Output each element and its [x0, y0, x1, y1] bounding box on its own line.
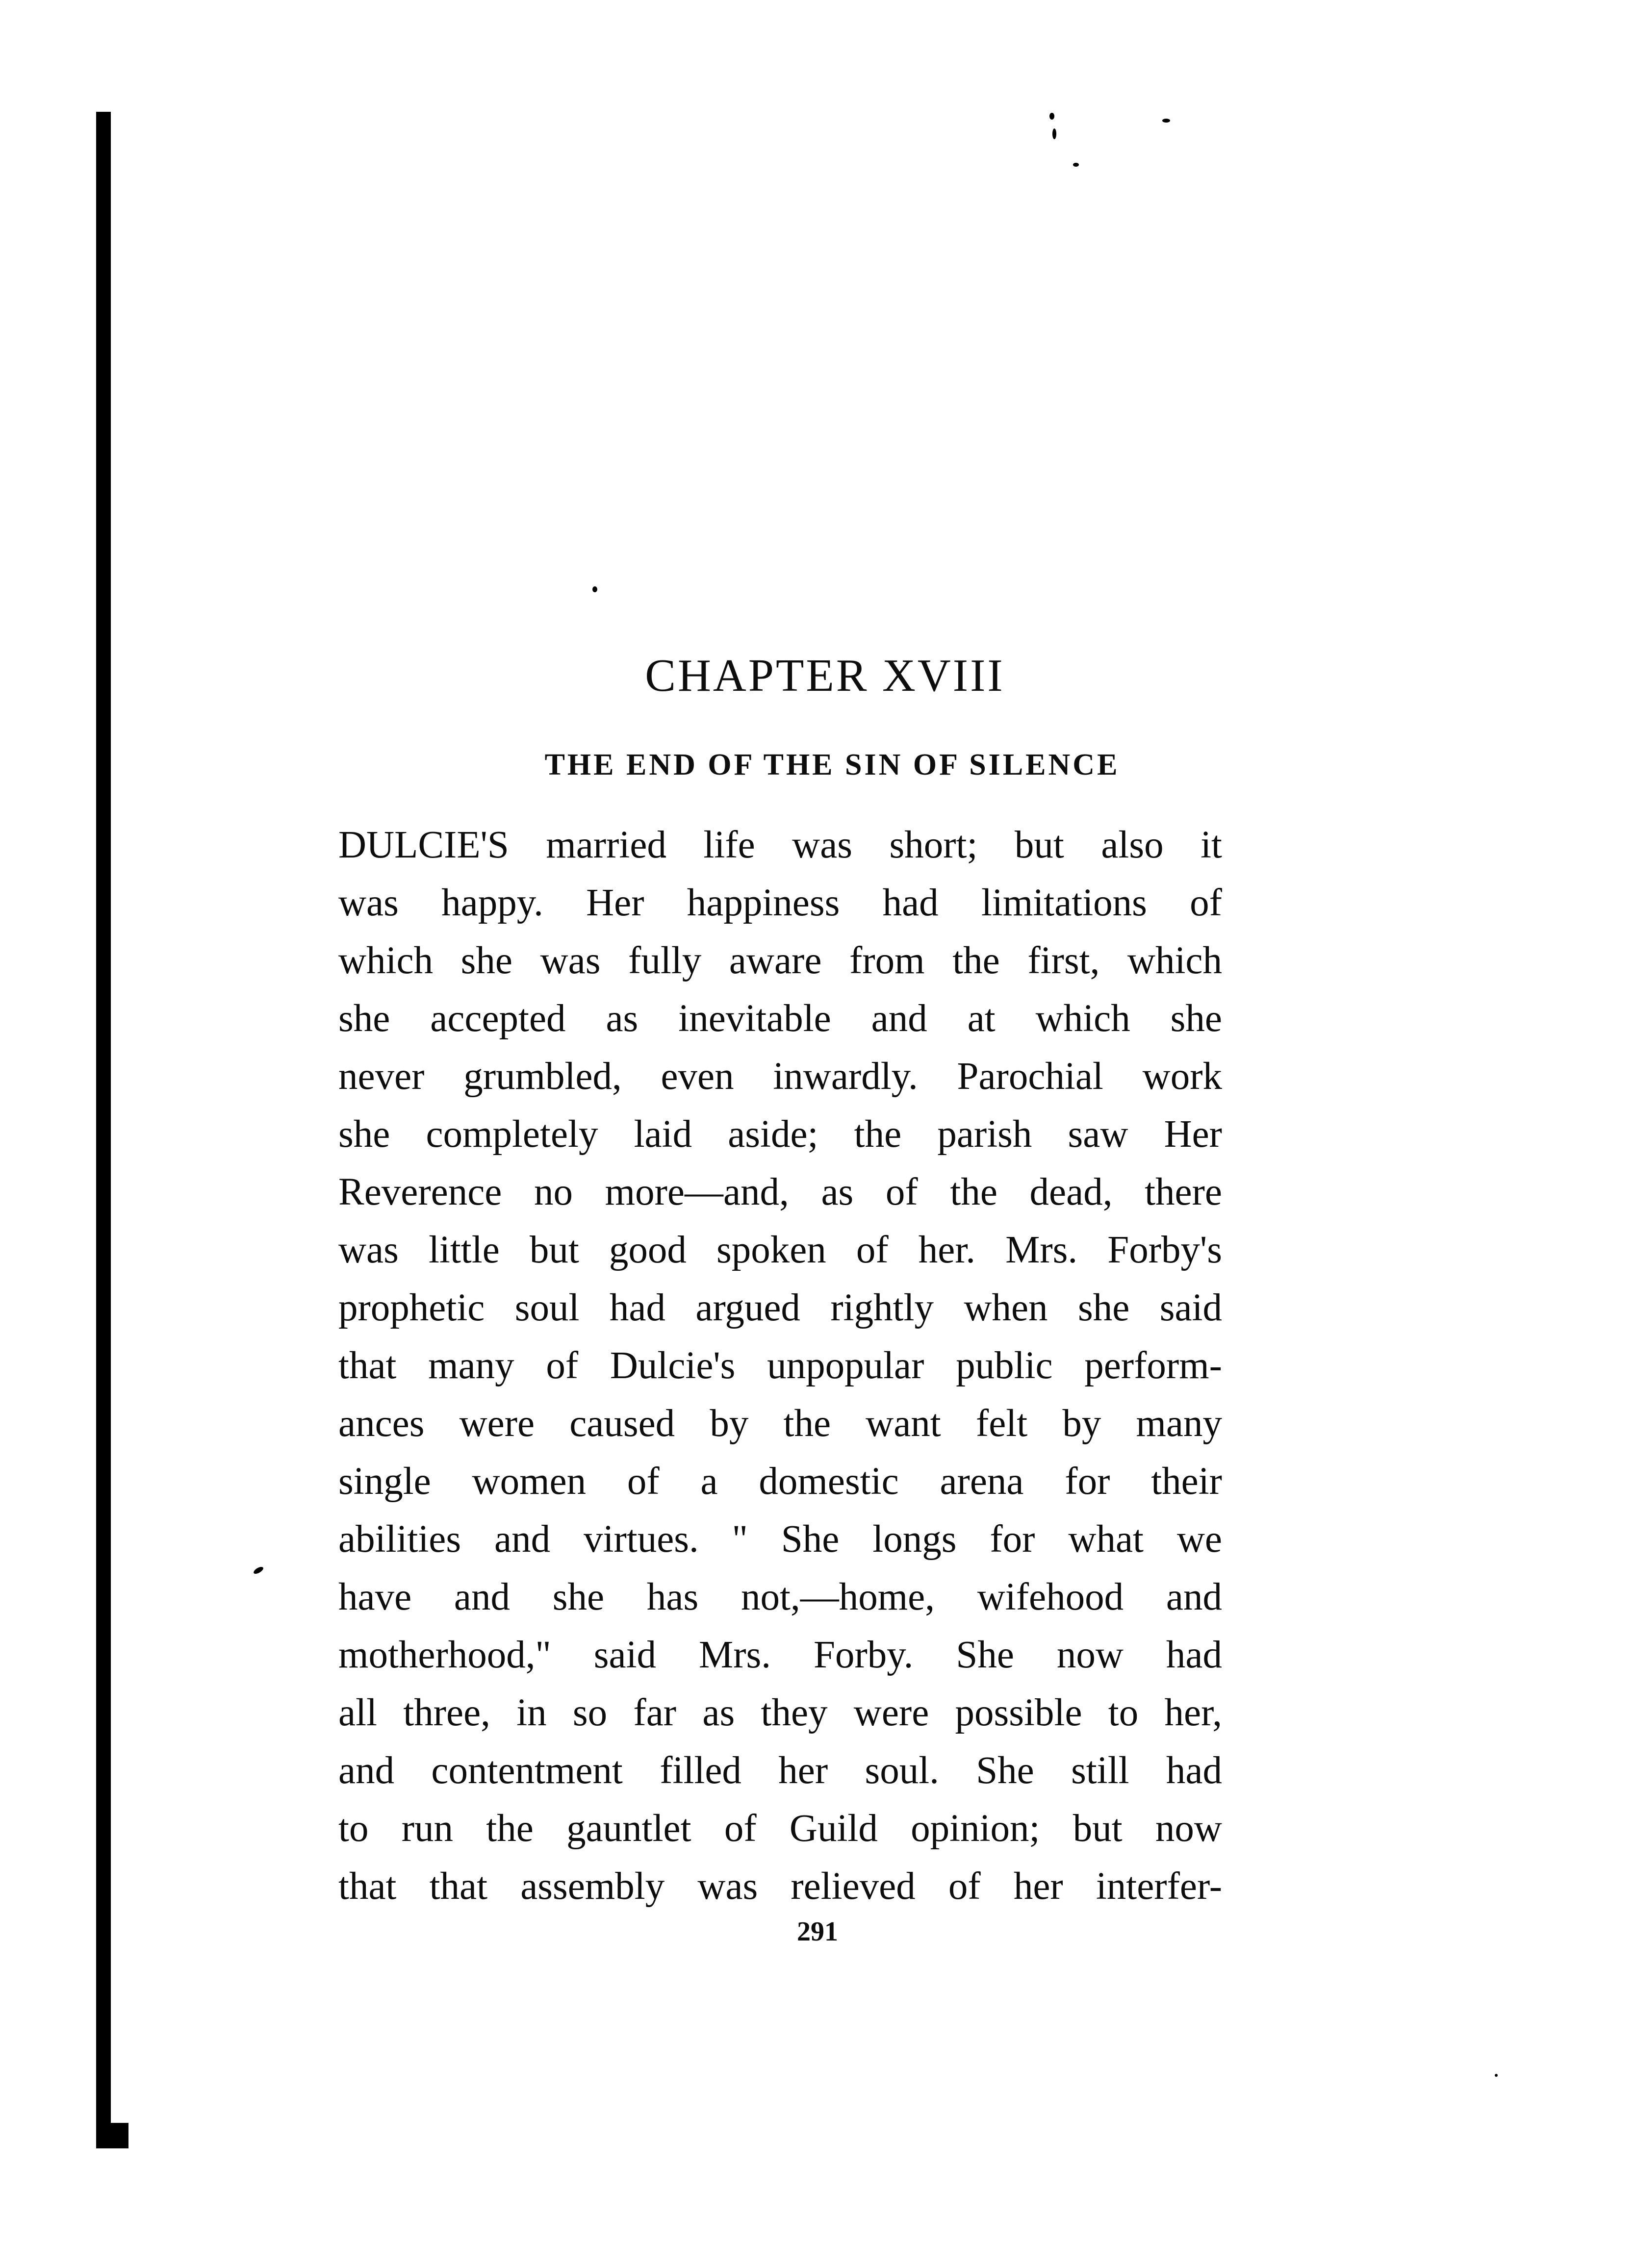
scan-speck [1162, 119, 1170, 123]
chapter-heading: CHAPTER XVIII [645, 650, 1005, 701]
binding-edge [96, 112, 111, 2148]
text-line: which she was fully aware from the first, which [338, 939, 1222, 982]
chapter-subtitle: THE END OF THE SIN OF SILENCE [544, 748, 1120, 781]
text-line: never grumbled, even inwardly. Parochial work [338, 1055, 1222, 1098]
text-line: she accepted as inevitable and at which she [338, 997, 1222, 1040]
scan-speck [1073, 163, 1079, 167]
page-number: 291 [797, 1916, 838, 1947]
body-text [338, 816, 1222, 1915]
text-line: have and she has not,—home, wifehood and [338, 1576, 1222, 1618]
text-line: to run the gauntlet of Guild opinion; but now [338, 1807, 1222, 1850]
scan-speck [592, 586, 597, 592]
text-line: single women of a domestic arena for their [338, 1460, 1222, 1503]
text-line: she completely laid aside; the parish saw Her [338, 1113, 1222, 1156]
text-line: was happy. Her happiness had limitations of [338, 882, 1222, 924]
binding-edge-foot [96, 2123, 128, 2148]
scan-speck [1049, 113, 1054, 120]
scan-speck [1052, 128, 1056, 139]
text-line: ances were caused by the want felt by many [338, 1402, 1222, 1445]
text-line: that many of Dulcie's unpopular public perform- [338, 1344, 1222, 1387]
text-line: and contentment filled her soul. She still had [338, 1749, 1222, 1792]
text-line: Reverence no more—and, as of the dead, there [338, 1171, 1222, 1213]
scan-speck [1495, 2074, 1498, 2077]
text-line: prophetic soul had argued rightly when she said [338, 1286, 1222, 1329]
text-line: that that assembly was relieved of her interfer- [338, 1865, 1222, 1908]
text-line: DULCIE'S married life was short; but also it [338, 824, 1222, 866]
text-line: all three, in so far as they were possible to her, [338, 1691, 1222, 1734]
text-line: was little but good spoken of her. Mrs. Forby's [338, 1229, 1222, 1271]
text-line: motherhood," said Mrs. Forby. She now had [338, 1634, 1222, 1676]
scan-speck [253, 1565, 264, 1575]
text-line: abilities and virtues. " She longs for what we [338, 1518, 1222, 1561]
